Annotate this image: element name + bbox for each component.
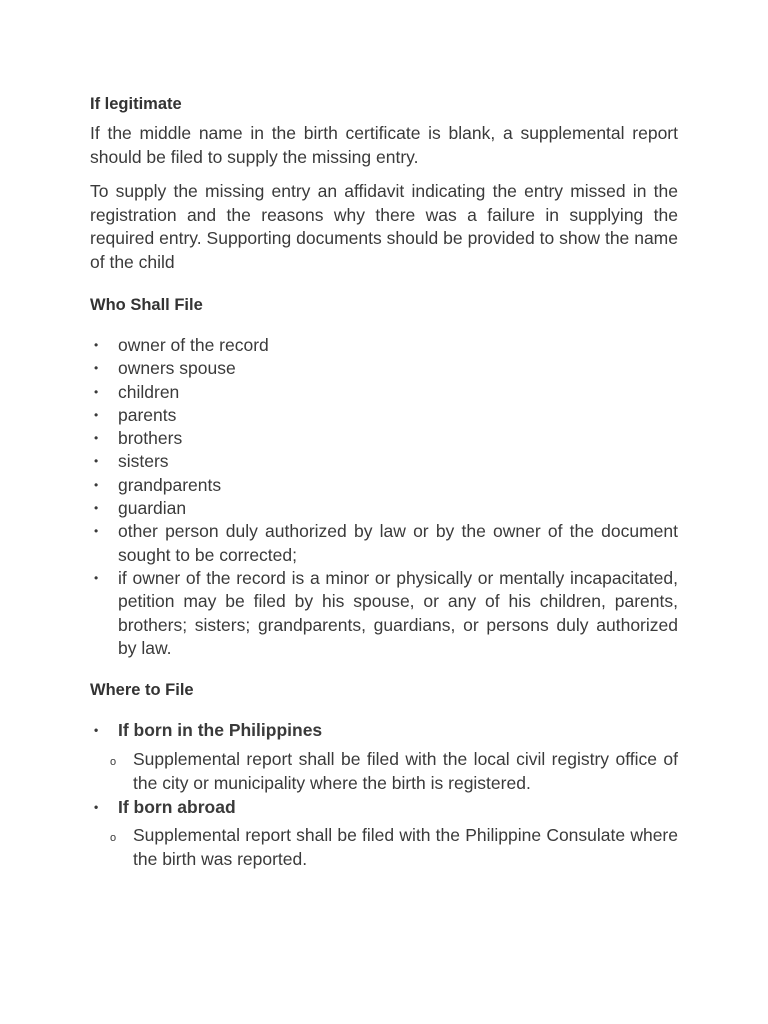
where-to-file-list [90, 719, 678, 742]
list-item: • owners spouse [90, 357, 678, 380]
list-item: • owner of the record [90, 334, 678, 357]
sub-list-item: o Supplemental report shall be filed with the local civil registry office of the city or municipality where the birth is registered. [90, 748, 678, 795]
list-item: • sisters [90, 450, 678, 473]
list-item-label: If born abroad [118, 797, 236, 817]
section-heading-who-shall-file: Who Shall File [90, 296, 203, 314]
list-item: • guardian [90, 497, 678, 520]
list-item: • if owner of the record is a minor or physically or mentally incapacitated, petition may be filed by his spouse, or any of his children, parents, brothers; sisters; grandparents, guardians, or persons duly authorized by law. [90, 567, 678, 660]
list-item-label: If born in the Philippines [118, 720, 323, 740]
paragraph-affidavit: To supply the missing entry an affidavit indicating the entry missed in the registration and the reasons why there was a failure in supplying the required entry. Supporting documents should be provided to show the name of the child [90, 181, 678, 272]
paragraph-blank-middle-name: If the middle name in the birth certificate is blank, a supplemental report should be filed to supply the missing entry. [90, 123, 678, 167]
list-item: • other person duly authorized by law or by the owner of the document sought to be corrected; [90, 520, 678, 567]
where-to-file-sublist-philippines [90, 748, 678, 795]
list-item: • grandparents [90, 474, 678, 497]
who-shall-file-list [90, 334, 678, 660]
list-item-born-abroad [90, 796, 678, 819]
list-item: • children [90, 381, 678, 404]
list-item: • parents [90, 404, 678, 427]
section-heading-if-legitimate: If legitimate [90, 95, 182, 113]
where-to-file-list-abroad [90, 796, 678, 819]
list-item: • brothers [90, 427, 678, 450]
list-item-born-philippines [90, 719, 678, 742]
sub-list-item: o Supplemental report shall be filed with the Philippine Consulate where the birth was reported. [90, 824, 678, 871]
section-heading-where-to-file: Where to File [90, 681, 194, 699]
where-to-file-sublist-abroad [90, 824, 678, 871]
